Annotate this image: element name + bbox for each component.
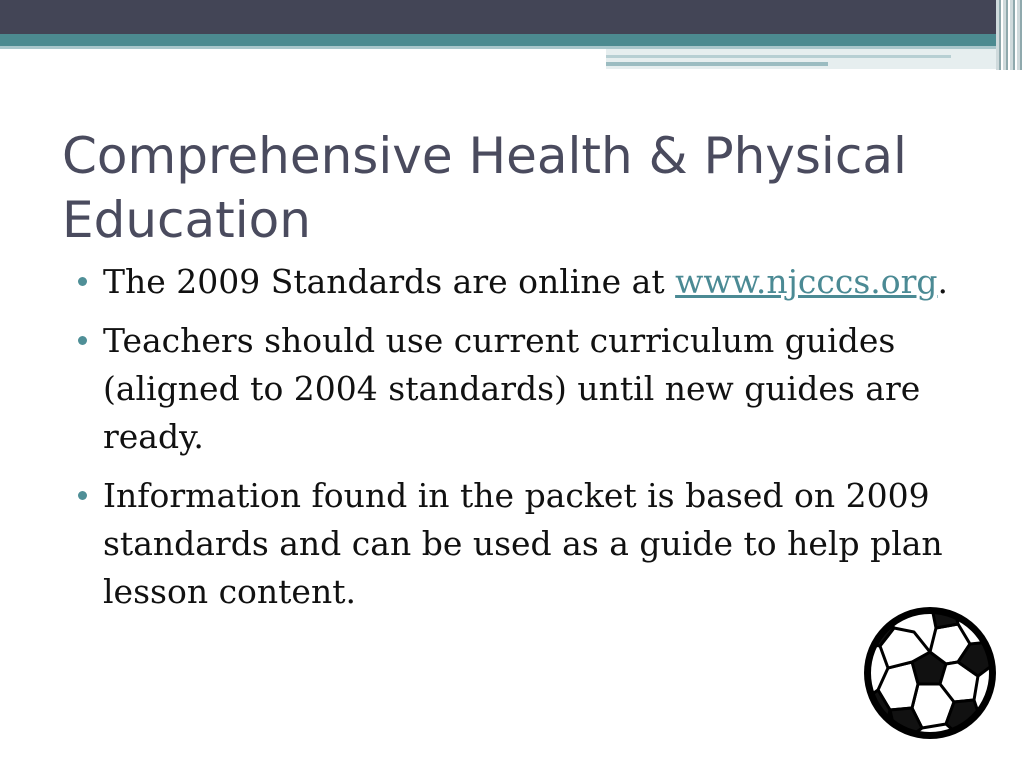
header-accent-line xyxy=(606,55,951,58)
bullet-text: The 2009 Standards are online at xyxy=(103,262,676,301)
slide-title: Comprehensive Health & Physical Education xyxy=(62,127,907,249)
header-accent-line xyxy=(606,62,828,66)
bullet-list xyxy=(78,258,978,627)
bullet-dot-icon xyxy=(78,491,87,500)
header-accent-box xyxy=(606,49,1024,69)
bullet-dot-icon xyxy=(78,277,87,286)
standards-link[interactable]: www.njcccs.org xyxy=(675,262,938,301)
bullet-dot-icon xyxy=(78,336,87,345)
header-band-dark xyxy=(0,0,1024,34)
bullet-text: Teachers should use current curriculum guides (aligned to 2004 standards) until new guides are ready. xyxy=(103,321,921,456)
bullet-item xyxy=(78,317,978,461)
bullet-item xyxy=(78,472,978,616)
bullet-text: Information found in the packet is based on 2009 standards and can be used as a guide to help plan lesson content. xyxy=(103,476,943,611)
bullet-item xyxy=(78,258,978,306)
header-band-teal xyxy=(0,34,1024,46)
header-stripes xyxy=(996,0,1024,70)
soccer-ball-icon xyxy=(862,604,998,742)
bullet-text-end: . xyxy=(937,262,949,301)
